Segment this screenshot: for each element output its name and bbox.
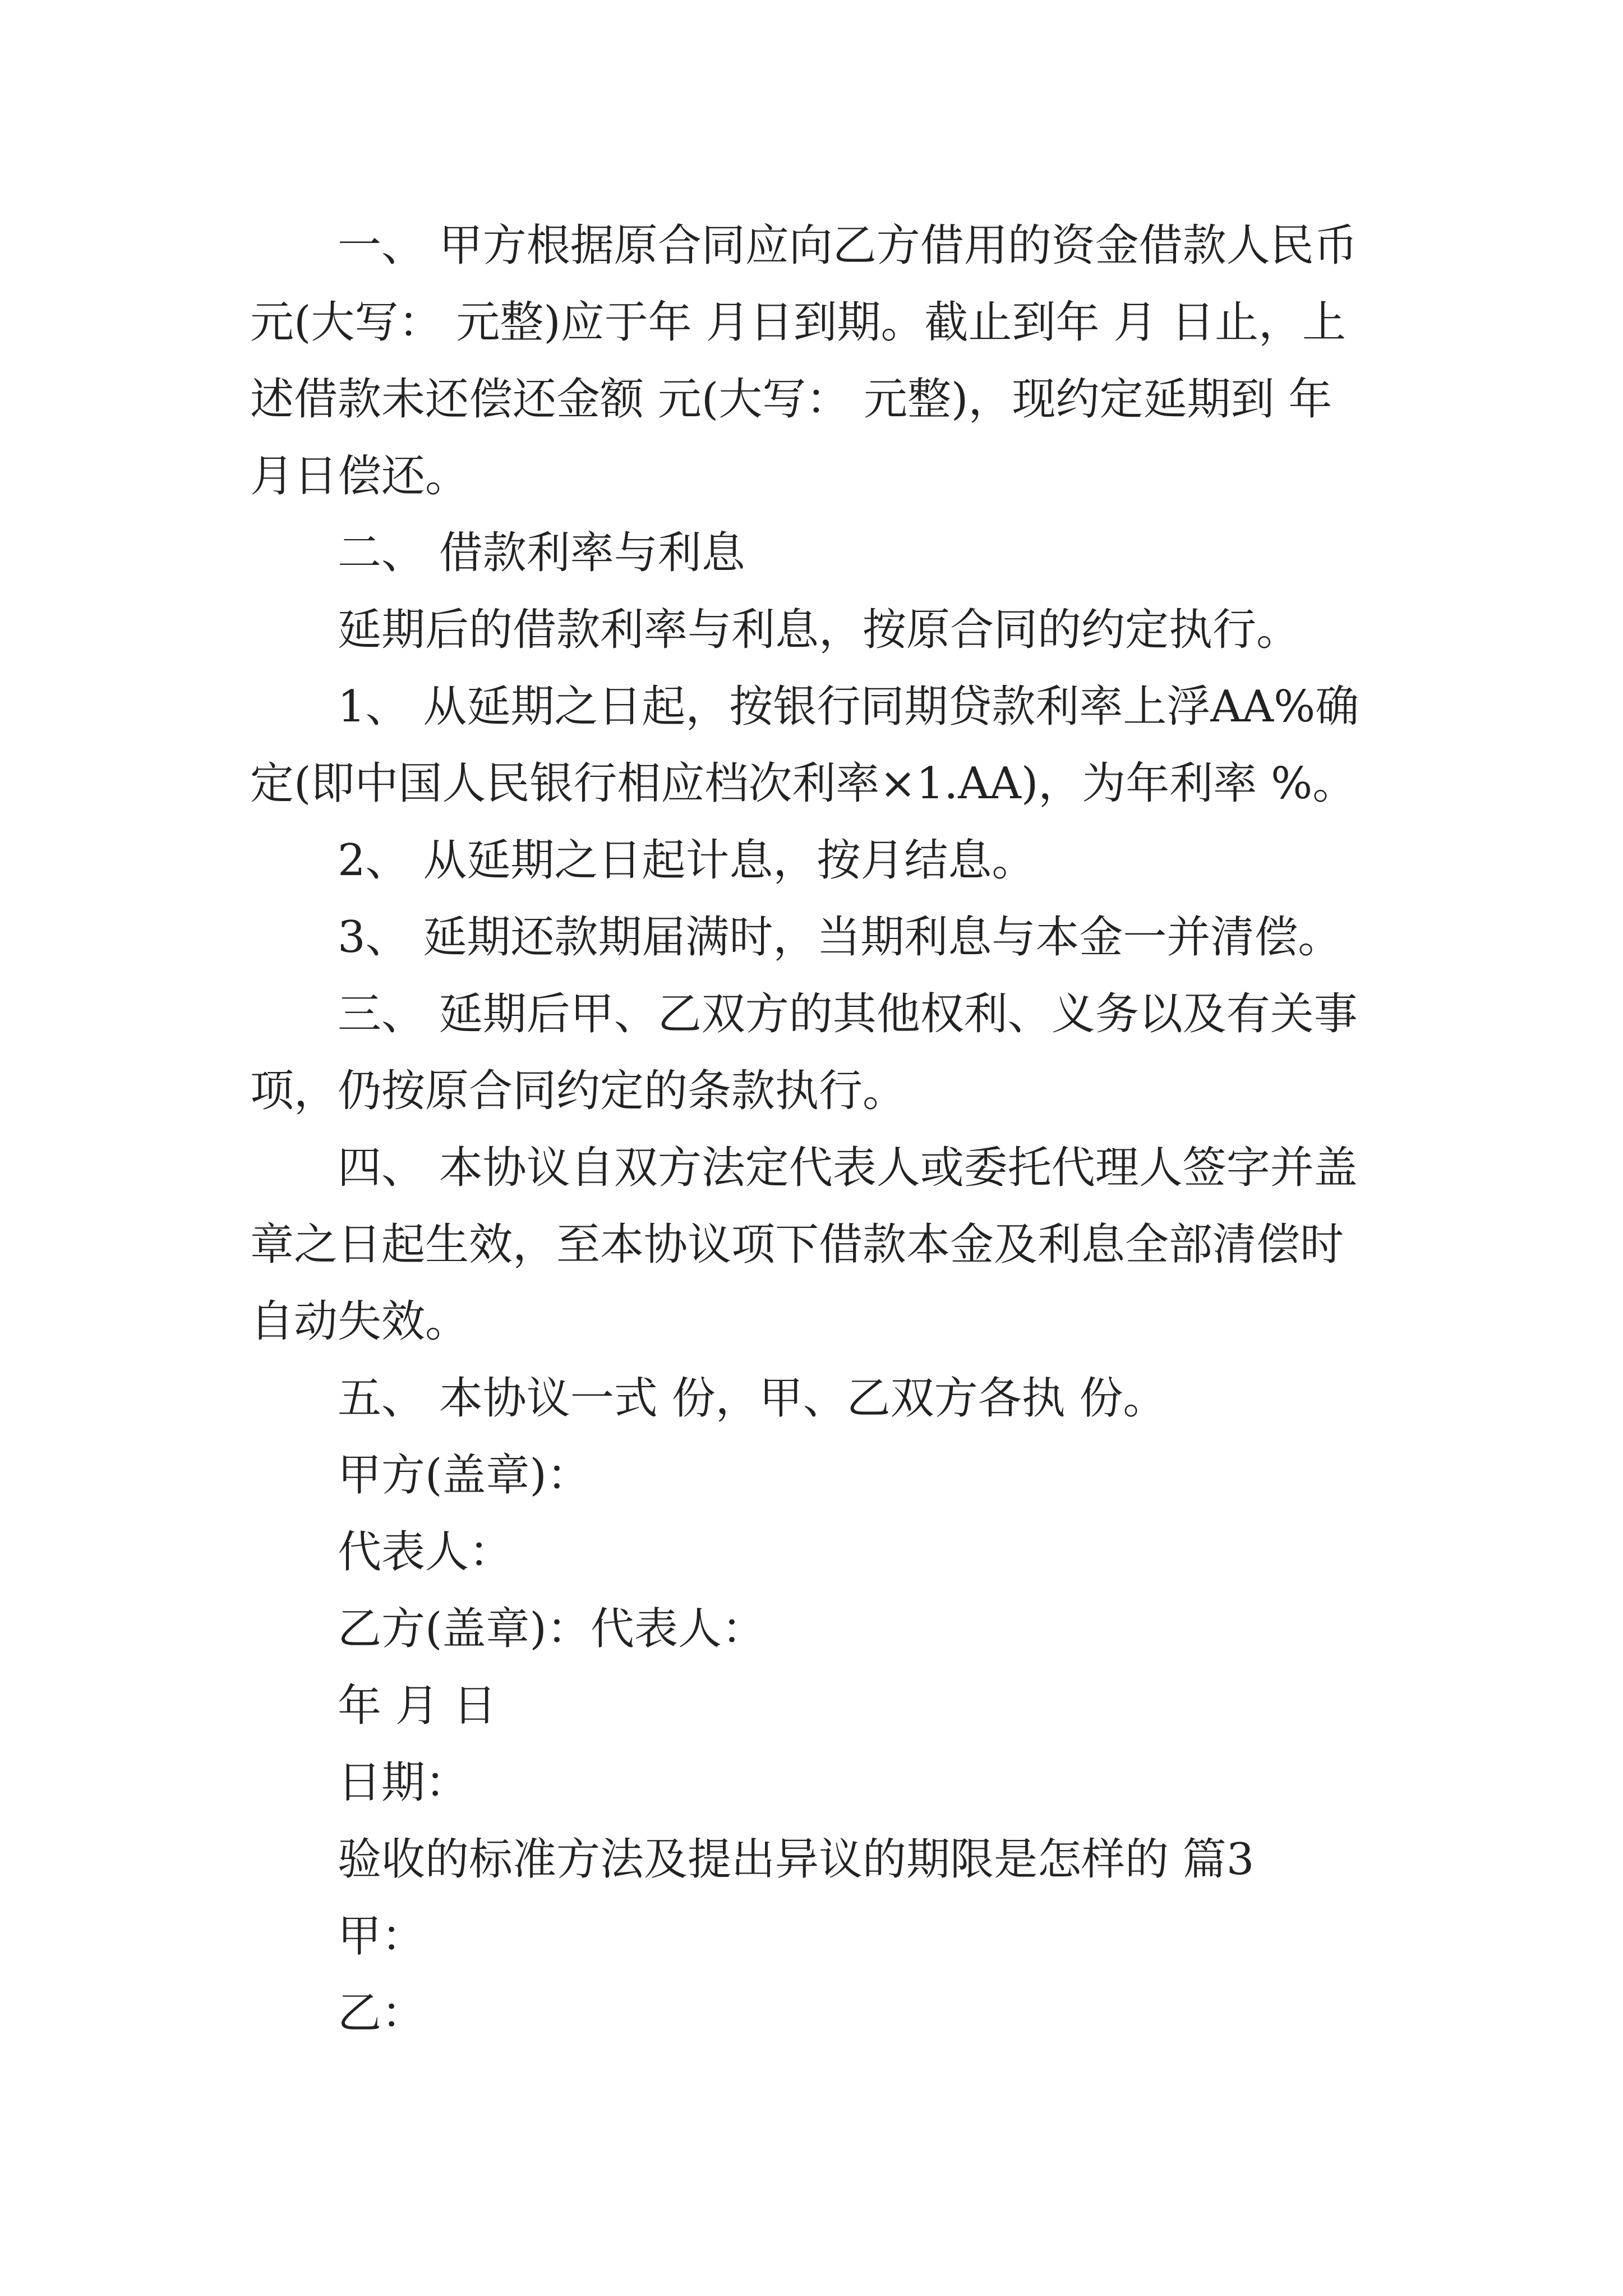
- clause-two-heading: 二、 借款利率与利息: [338, 528, 745, 578]
- interest-item-3: 3、 延期还款期届满时，当期利息与本金一并清偿。: [338, 912, 1342, 963]
- section-title-3: 验收的标准方法及提出异议的期限是怎样的 篇3: [338, 1834, 1255, 1885]
- clause-three-paragraph: 三、 延期后甲、乙双方的其他权利、义务以及有关事项，仍按原合同约定的条款执行。: [250, 989, 1358, 1116]
- document-body: [250, 208, 1383, 2052]
- interest-item-1: 1、 从延期之日起，按银行同期贷款利率上浮AA%确定(即中国人民银行相应档次利率×1.AA)，为年利率 %。: [250, 682, 1359, 809]
- representative-line: 代表人：: [338, 1527, 513, 1577]
- interest-intro-paragraph: 延期后的借款利率与利息，按原合同的约定执行。: [338, 605, 1301, 655]
- clause-five-paragraph: 五、 本协议一式 份，甲、乙双方各执 份。: [338, 1373, 1167, 1424]
- date-label-line: 日期：: [338, 1757, 469, 1808]
- date-ymd-line: 年 月 日: [338, 1681, 497, 1731]
- clause-one-paragraph: 一、 甲方根据原合同应向乙方借用的资金借款人民币 元(大写： 元整)应于年 月日到期。截止到年 月 日止，上述借款未还偿还金额 元(大写： 元整)，现约定延期到 年 月日偿还。: [250, 220, 1358, 501]
- party-a-line: 甲：: [338, 1911, 426, 1962]
- clause-four-paragraph: 四、 本协议自双方法定代表人或委托代理人签字并盖章之日起生效，至本协议项下借款本金及利息全部清偿时自动失效。: [250, 1143, 1358, 1347]
- interest-item-2: 2、 从延期之日起计息，按月结息。: [338, 835, 1036, 886]
- party-b-seal-line: 乙方(盖章)：代表人：: [338, 1604, 766, 1654]
- party-b-line: 乙：: [338, 1988, 426, 2039]
- party-a-seal-line: 甲方(盖章)：: [338, 1450, 591, 1501]
